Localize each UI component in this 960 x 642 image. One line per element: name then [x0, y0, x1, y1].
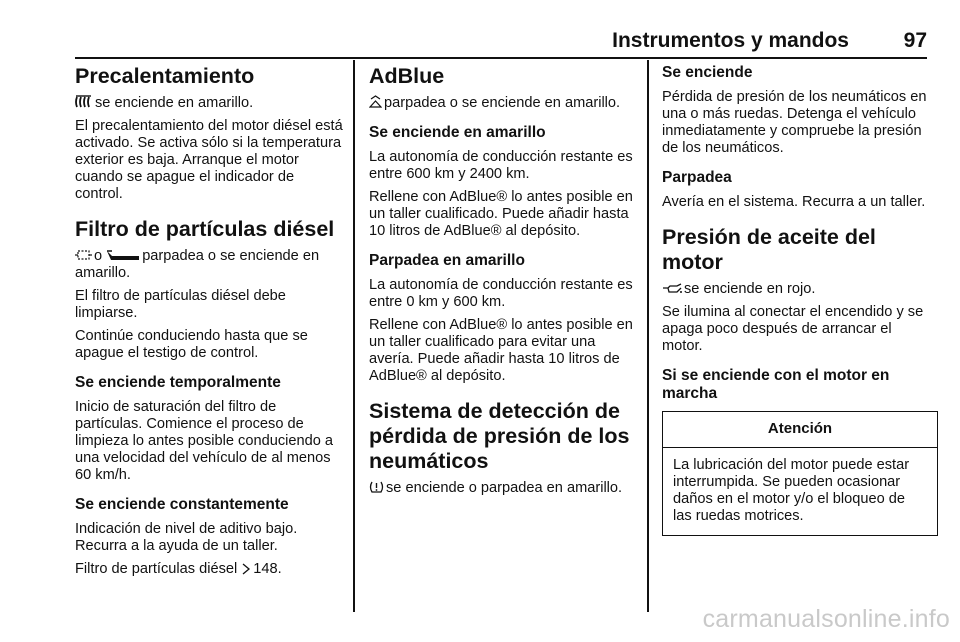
paragraph: Inicio de saturación del filtro de partículas. Comience el proceso de limpieza lo antes posible conduciendo a una velocidad del vehículo de al menos 60 km/h.: [75, 399, 333, 483]
dpf-icon: [75, 248, 92, 262]
page-ref: 148.: [253, 561, 282, 577]
paragraph: [369, 480, 637, 497]
page-header: [75, 28, 927, 54]
paragraph: Indicación de nivel de aditivo bajo. Recurra a la ayuda de un taller.: [75, 521, 298, 554]
subheading-temporalmente: Se enciende temporalmente: [75, 374, 281, 391]
heading-presion-aceite: Presión de aceite del motor: [662, 225, 876, 274]
subheading-constantemente: Se enciende constantemente: [75, 496, 289, 513]
text: Filtro de partículas diésel: [75, 561, 238, 577]
text: se enciende o parpadea en amarillo.: [386, 480, 623, 496]
paragraph: [75, 95, 343, 112]
watermark: carmanualsonline.info: [702, 605, 950, 633]
paragraph: [662, 281, 930, 298]
heading-deteccion-presion: Sistema de detección de pérdida de presión de los neumáticos: [369, 399, 630, 473]
text: o: [94, 248, 103, 264]
subheading-se-enciende: Se enciende: [662, 64, 753, 81]
paragraph: El filtro de partículas diésel debe limpiarse.: [75, 288, 286, 321]
column-3: [662, 64, 930, 536]
subheading-parpadea: Parpadea: [662, 169, 732, 186]
column-2: [369, 64, 637, 503]
paragraph: [75, 248, 343, 282]
paragraph: [369, 95, 637, 112]
paragraph: Rellene con AdBlue® lo antes posible en un taller cualificado para evitar una avería. Puede añadir hasta 10 litros de AdBlue® al depósito.: [369, 317, 633, 384]
tyre-pressure-icon: [369, 480, 384, 494]
text: se enciende en rojo.: [684, 281, 816, 297]
subheading-parpadea-amarillo: Parpadea en amarillo: [369, 252, 525, 269]
page-number: 97: [903, 29, 927, 52]
paragraph: La autonomía de conducción restante es entre 0 km y 600 km.: [369, 277, 633, 310]
reference-arrow-icon: [241, 563, 251, 575]
text: se enciende en amarillo.: [95, 95, 254, 111]
paragraph: Avería en el sistema. Recurra a un taller.: [662, 194, 926, 210]
paragraph: El precalentamiento del motor diésel está activado. Se activa sólo si la temperatura exterior es baja. Arranque el motor cuando se apague el indicador de control.: [75, 118, 343, 202]
warning-title: Atención: [663, 412, 937, 448]
column-divider-2: [647, 60, 649, 612]
dpf-alt-icon: [106, 248, 140, 262]
subheading-enciende-amarillo: Se enciende en amarillo: [369, 124, 546, 141]
section-title: Instrumentos y mandos: [612, 29, 849, 52]
paragraph: Rellene con AdBlue® lo antes posible en un taller cualificado. Puede añadir hasta 10 litros de AdBlue® al depósito.: [369, 189, 633, 239]
heading-adblue: AdBlue: [369, 64, 445, 88]
heading-filtro-particulas: Filtro de partículas diésel: [75, 217, 335, 241]
paragraph: Pérdida de presión de los neumáticos en una o más ruedas. Detenga el vehículo inmediatamente y compruebe la presión de los neumáticos.: [662, 89, 927, 156]
column-divider-1: [353, 60, 355, 612]
header-rule: [75, 57, 927, 59]
paragraph: Continúe conduciendo hasta que se apague el testigo de control.: [75, 328, 308, 361]
adblue-icon: [369, 95, 382, 109]
subheading-motor-en-marcha: Si se enciende con el motor en marcha: [662, 367, 890, 402]
column-1: [75, 64, 343, 584]
heading-precalentamiento: Precalentamiento: [75, 64, 255, 88]
text: parpadea o se enciende en amarillo.: [75, 248, 320, 281]
paragraph: Se ilumina al conectar el encendido y se apaga poco después de arrancar el motor.: [662, 304, 924, 354]
warning-text: La lubricación del motor puede estar interrumpida. Se pueden ocasionar daños en el motor y/o el bloqueo de las ruedas motrices.: [673, 457, 910, 524]
oil-pressure-icon: [662, 283, 682, 295]
glow-plug-icon: [75, 95, 93, 109]
text: parpadea o se enciende en amarillo.: [384, 95, 621, 111]
cross-reference: [75, 561, 343, 578]
paragraph: La autonomía de conducción restante es entre 600 km y 2400 km.: [369, 149, 633, 182]
warning-box: [662, 411, 938, 536]
